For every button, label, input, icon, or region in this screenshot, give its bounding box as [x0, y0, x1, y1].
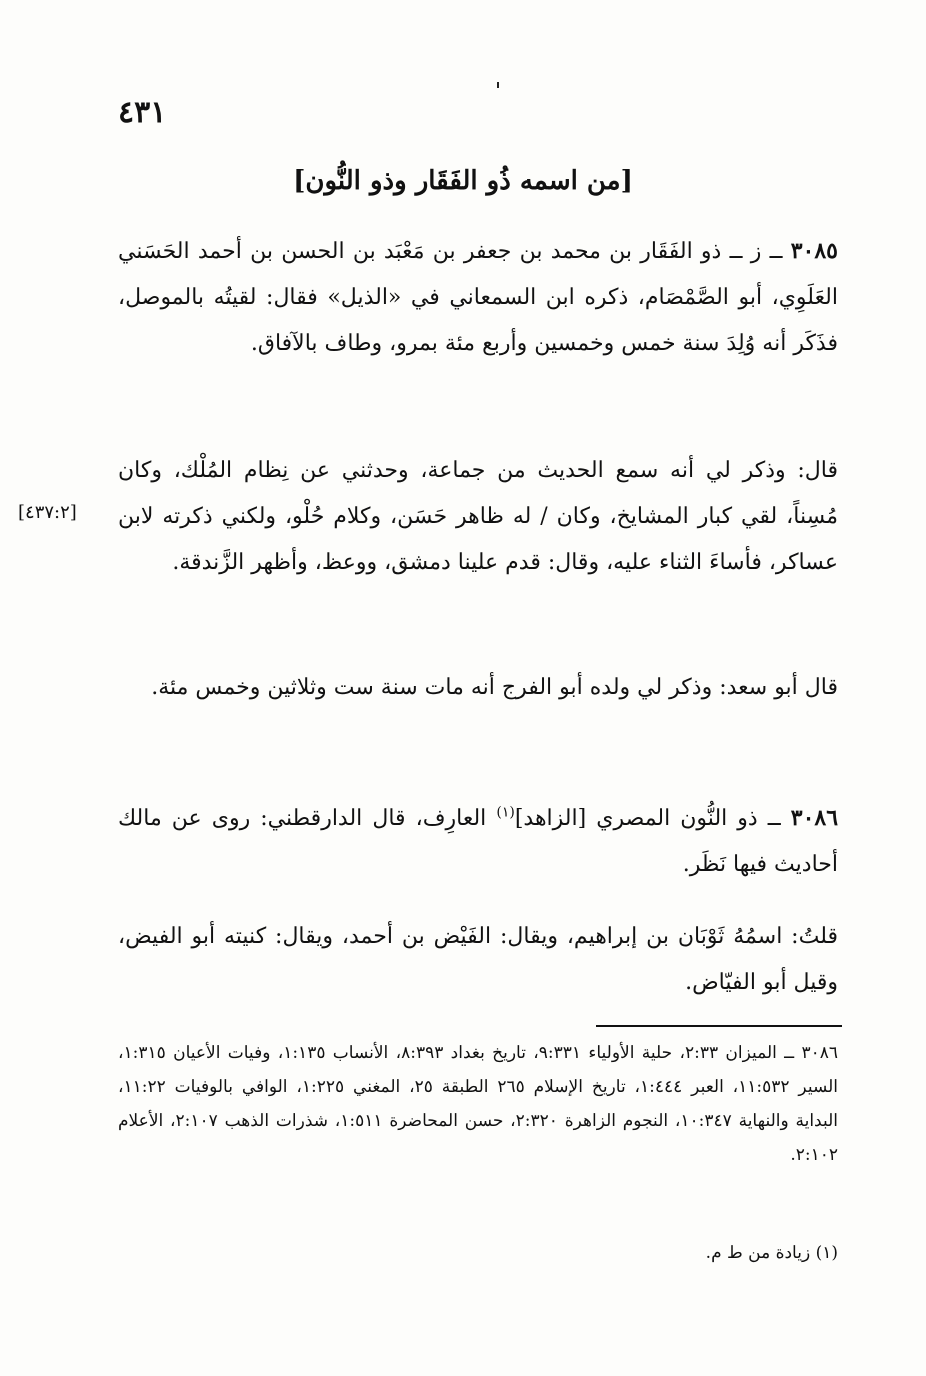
footnote-sources: ٣٠٨٦ ــ الميزان ٢:٣٣، حلية الأولياء ٩:٣٣١، تاريخ بغداد ٨:٣٩٣، الأنساب ١:١٣٥، وفيات الأعيان ١:٣١٥، السير ١١:٥٣٢، العبر ١:٤٤٤، تاريخ الإسلام ٢٦٥ الطبقة ٢٥، المغني ١:٢٢٥، الوافي بالوفيات ١١:٢٢، البداية والنهاية ١٠:٣٤٧، النجوم الزاهرة ٢:٣٢٠، حسن المحاضرة ١:٥١١، شذرات الذهب ٢:١٠٧، الأعلام ٢:١٠٢.: [118, 1043, 839, 1165]
paragraph-2: قال: وذكر لي أنه سمع الحديث من جماعة، وحدثني عن نِظام المُلْك، وكان مُسِناً، لقي كبار المشايخ، وكان / له ظاهر حَسَن، وكلام حُلْو، ولكني ذكرته لابن عساكر، فأساءَ الثناء عليه، وقال: قدم علينا دمشق، ووعظ، وأظهر الزَّندقة.: [118, 458, 838, 575]
entry-text: ــ ز ــ ذو الفَقَار بن محمد بن جعفر بن مَعْبَد بن الحسن بن أحمد الحَسَني العَلَوِي، أبو الصَّمْصَام، ذكره ابن السمعاني في «الذيل» فقال: لقيتُه بالموصل، فذَكَر أنه وُلِدَ سنة خمس وخمسين وأربع مئة بمرو، وطاف بالآفاق.: [118, 239, 838, 356]
paragraph-3: قال أبو سعد: وذكر لي ولده أبو الفرج أنه مات سنة ست وثلاثين وخمس مئة.: [151, 675, 838, 700]
entry-3085: [118, 228, 838, 367]
margin-reference: [٤٣٧:٢]: [18, 502, 77, 523]
entry-number: ٣٠٨٥: [790, 238, 838, 264]
entry-text-b: العارِف، قال الدارقطني: روى عن مالك أحاديث فيها نَظَر.: [118, 806, 838, 877]
footnote-divider: [596, 1025, 842, 1027]
footnote-marker: (١): [496, 804, 515, 821]
footnote-note: (١) زيادة من ط م.: [705, 1243, 838, 1263]
entry-text-a: ــ ذو النُّون المصري [الزاهد]: [514, 806, 791, 831]
entry-number: ٣٠٨٦: [790, 805, 839, 831]
page-number: ٤٣١: [118, 95, 167, 130]
page-mark: [497, 82, 499, 88]
paragraph-5: قلتُ: اسمُهُ ثَوْبَان بن إبراهيم، ويقال: الفَيْض بن أحمد، ويقال: كنيته أبو الفيض، وقيل أبو الفيّاض.: [118, 924, 838, 995]
section-title: [من اسمه ذُو الفَقَار وذو النُّون]: [293, 166, 633, 196]
entry-3086: [118, 795, 838, 888]
